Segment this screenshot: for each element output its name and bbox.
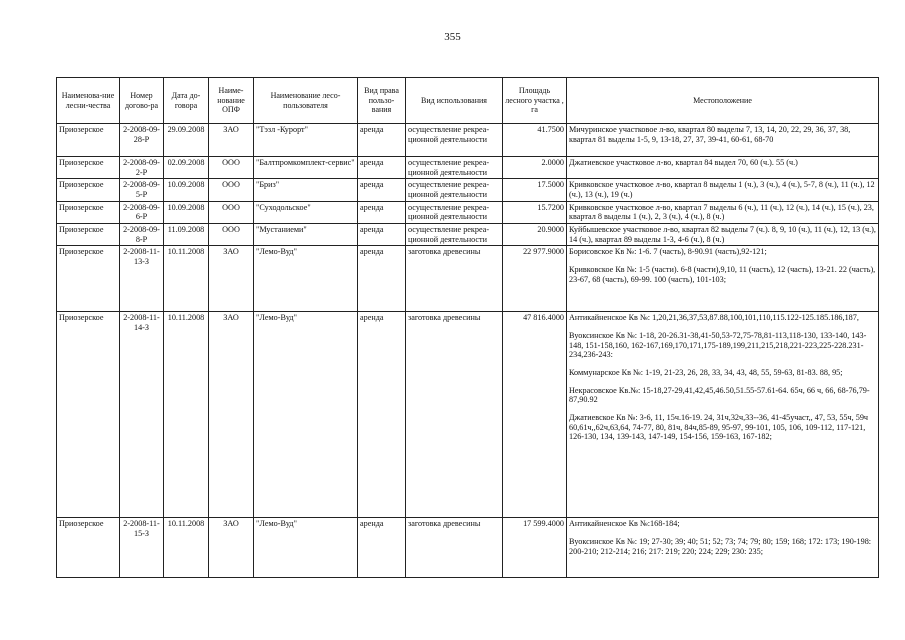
cell-contract-date: 29.09.2008 xyxy=(164,124,209,157)
cell-area: 2.0000 xyxy=(503,157,567,179)
header-forestry: Наименова-ние лесни-чества xyxy=(57,78,120,124)
location-line: Джатиевское Кв №: 3-6, 11, 15ч.16-19. 24, 31ч,32ч,33--36, 41-45участ,, 47, 53, 55ч, 59ч 60,61ч,,62ч,63,64, 74-77, 80, 81ч, 84ч,85-89, 95-97, 99-101, 105, 106, 109-112, 117-121, 126-130, 134, 139-143, 147-149, 154-156, 159-163, 167-182; xyxy=(569,413,869,442)
table-header-row xyxy=(57,78,879,124)
cell-location xyxy=(567,179,879,201)
cell-use-type: осуществление рекреа-ционной деятельности xyxy=(406,224,503,246)
cell-contract-number: 2-2008-09-2-Р xyxy=(120,157,164,179)
cell-use-type: заготовка древесины xyxy=(406,518,503,578)
cell-contract-date: 10.11.2008 xyxy=(164,518,209,578)
location-line: Антикайненское Кв №: 1,20,21,36,37,53,87.88,100,101,110,115.122-125.185.186,187, xyxy=(569,313,859,323)
cell-use-type: осуществление рекреа-ционной деятельности xyxy=(406,124,503,157)
table-row xyxy=(57,246,879,312)
cell-opf: ЗАО xyxy=(209,246,254,312)
header-contract-date: Дата до-говора xyxy=(164,78,209,124)
cell-location xyxy=(567,157,879,179)
cell-use-type: осуществление рекреа-ционной деятельности xyxy=(406,201,503,223)
header-opf: Наиме-нование ОПФ xyxy=(209,78,254,124)
location-line: Кривковское участковое л-во, квартал 8 выделы 1 (ч.), 3 (ч.), 4 (ч.), 5-7, 8 (ч.), 11 (ч.), 12 (ч.), 13 (ч.), 19 (ч.) xyxy=(569,180,875,200)
cell-location xyxy=(567,201,879,223)
cell-contract-date: 10.09.2008 xyxy=(164,201,209,223)
cell-opf: ЗАО xyxy=(209,124,254,157)
cell-forest-user: "Лемо-Вуд" xyxy=(254,246,358,312)
cell-area: 17 599.4000 xyxy=(503,518,567,578)
table-row xyxy=(57,312,879,518)
table-row xyxy=(57,201,879,223)
cell-contract-date: 10.09.2008 xyxy=(164,179,209,201)
cell-contract-number: 2-2008-11-15-З xyxy=(120,518,164,578)
cell-use-type: осуществление рекреа-ционной деятельности xyxy=(406,179,503,201)
location-line: Кривковское участковое л-во, квартал 7 выделы 6 (ч.), 11 (ч.), 12 (ч.), 14 (ч.), 15 (ч.), 23, квартал 8 выделы 1 (ч.), 2, 3 (ч.), 4 (ч.), 8 (ч.) xyxy=(569,202,874,222)
header-area: Площадь лесного участка , га xyxy=(503,78,567,124)
table-row xyxy=(57,124,879,157)
cell-contract-date: 10.11.2008 xyxy=(164,246,209,312)
cell-location xyxy=(567,518,879,578)
cell-area: 20.9000 xyxy=(503,224,567,246)
forest-lease-table xyxy=(56,77,879,578)
location-line: Коммунарское Кв №: 1-19, 21-23, 26, 28, 33, 34, 43, 48, 55, 59-63, 81-83. 88, 95; xyxy=(569,368,843,378)
cell-forestry: Приозерское xyxy=(57,157,120,179)
header-use-type: Вид использования xyxy=(406,78,503,124)
cell-contract-date: 11.09.2008 xyxy=(164,224,209,246)
cell-forest-user: "Мустаниеми" xyxy=(254,224,358,246)
location-line: Джатиевское участковое л-во, квартал 84 выдел 70, 60 (ч.). 55 (ч.) xyxy=(569,158,798,167)
cell-forest-user: "Лемо-Вуд" xyxy=(254,312,358,518)
cell-contract-date: 10.11.2008 xyxy=(164,312,209,518)
cell-opf: ЗАО xyxy=(209,312,254,518)
cell-opf: ООО xyxy=(209,157,254,179)
location-line: Некрасовское Кв.№: 15-18,27-29,41,42,45,46.50,51.55-57.61-64. 65ч, 66 ч, 66, 68-76,79-87,90.92 xyxy=(569,385,870,405)
cell-area: 22 977.9000 xyxy=(503,246,567,312)
cell-forestry: Приозерское xyxy=(57,179,120,201)
cell-contract-date: 02.09.2008 xyxy=(164,157,209,179)
cell-forestry: Приозерское xyxy=(57,201,120,223)
cell-use-right: аренда xyxy=(358,157,406,179)
cell-location xyxy=(567,312,879,518)
cell-use-type: осуществление рекреа-ционной деятельности xyxy=(406,157,503,179)
cell-use-type: заготовка древесины xyxy=(406,246,503,312)
cell-use-right: аренда xyxy=(358,246,406,312)
cell-opf: ЗАО xyxy=(209,518,254,578)
cell-forestry: Приозерское xyxy=(57,124,120,157)
cell-contract-number: 2-2008-09-5-Р xyxy=(120,179,164,201)
cell-contract-number: 2-2008-09-6-Р xyxy=(120,201,164,223)
location-line: Борисовское Кв №: 1-6. 7 (часть), 8-90.91 (часть),92-121; xyxy=(569,247,767,257)
location-line: Антикайненское Кв №:168-184; xyxy=(569,519,680,529)
cell-location xyxy=(567,246,879,312)
location-line: Вуоксинское Кв №: 19; 27-30; 39; 40; 51; 52; 73; 74; 79; 80; 159; 168; 172: 173; 190-198: 200-210; 212-214; 216; 217: 219; 220; 224; 229; 230: 235; xyxy=(569,537,872,556)
header-location: Местоположение xyxy=(567,78,879,124)
cell-use-right: аренда xyxy=(358,179,406,201)
cell-forest-user: "Бриз" xyxy=(254,179,358,201)
cell-forest-user: "Балтпромкомплект-сервис" xyxy=(254,157,358,179)
cell-use-type: заготовка древесины xyxy=(406,312,503,518)
table-row xyxy=(57,179,879,201)
cell-forestry: Приозерское xyxy=(57,518,120,578)
cell-area: 17.5000 xyxy=(503,179,567,201)
page-number: 355 xyxy=(444,31,461,43)
header-forest-user: Наименование лесо-пользователя xyxy=(254,78,358,124)
header-use-right: Вид права пользо-вания xyxy=(358,78,406,124)
cell-use-right: аренда xyxy=(358,224,406,246)
cell-use-right: аренда xyxy=(358,518,406,578)
cell-area: 41.7500 xyxy=(503,124,567,157)
cell-area: 15.7200 xyxy=(503,201,567,223)
cell-contract-number: 2-2008-11-14-З xyxy=(120,312,164,518)
cell-use-right: аренда xyxy=(358,312,406,518)
cell-location xyxy=(567,224,879,246)
cell-contract-number: 2-2008-09-8-Р xyxy=(120,224,164,246)
cell-use-right: аренда xyxy=(358,124,406,157)
location-line: Вуоксинское Кв №: 1-18, 20-26.31-38,41-50,53-72,75-78,81-113,118-130, 133-140, 143-148, 151-158,160, 162-167,169,170,171,175-189,199,211,215,218,221-223,225-228.231-234,236-243: xyxy=(569,331,867,360)
table-row xyxy=(57,224,879,246)
cell-forestry: Приозерское xyxy=(57,246,120,312)
table-row xyxy=(57,157,879,179)
cell-opf: ООО xyxy=(209,224,254,246)
location-line: Куйбышевское участковое л-во, квартал 82 выделы 7 (ч.). 8, 9, 10 (ч.), 11 (ч.), 12, 13 (ч.), 14 (ч.), квартал 89 выделы 1-3, 4-6 (ч.), 8 (ч.) xyxy=(569,225,876,244)
cell-forest-user: "Тэзл -Курорт" xyxy=(254,124,358,157)
header-contract-number: Номер догово-ра xyxy=(120,78,164,124)
table-row xyxy=(57,518,879,578)
cell-forest-user: "Суходольское" xyxy=(254,201,358,223)
cell-area: 47 816.4000 xyxy=(503,312,567,518)
location-line: Кривковское Кв №: 1-5 (части). 6-8 (части),9,10, 11 (часть), 12 (часть), 13-21. 22 (часть), 23-67, 68 (часть), 69-99. 100 (часть), 101-103; xyxy=(569,265,876,284)
cell-opf: ООО xyxy=(209,201,254,223)
cell-forestry: Приозерское xyxy=(57,224,120,246)
cell-use-right: аренда xyxy=(358,201,406,223)
cell-contract-number: 2-2008-09-28-Р xyxy=(120,124,164,157)
cell-location xyxy=(567,124,879,157)
cell-opf: ООО xyxy=(209,179,254,201)
cell-forestry: Приозерское xyxy=(57,312,120,518)
location-line: Мичуринское участковое л-во, квартал 80 выделы 7, 13, 14, 20, 22, 29, 36, 37, 38, квартал 81 выделы 1-5, 9, 13-18, 27, 37, 39-41, 60-61, 68-70 xyxy=(569,125,851,144)
cell-forest-user: "Лемо-Вуд" xyxy=(254,518,358,578)
cell-contract-number: 2-2008-11-13-З xyxy=(120,246,164,312)
